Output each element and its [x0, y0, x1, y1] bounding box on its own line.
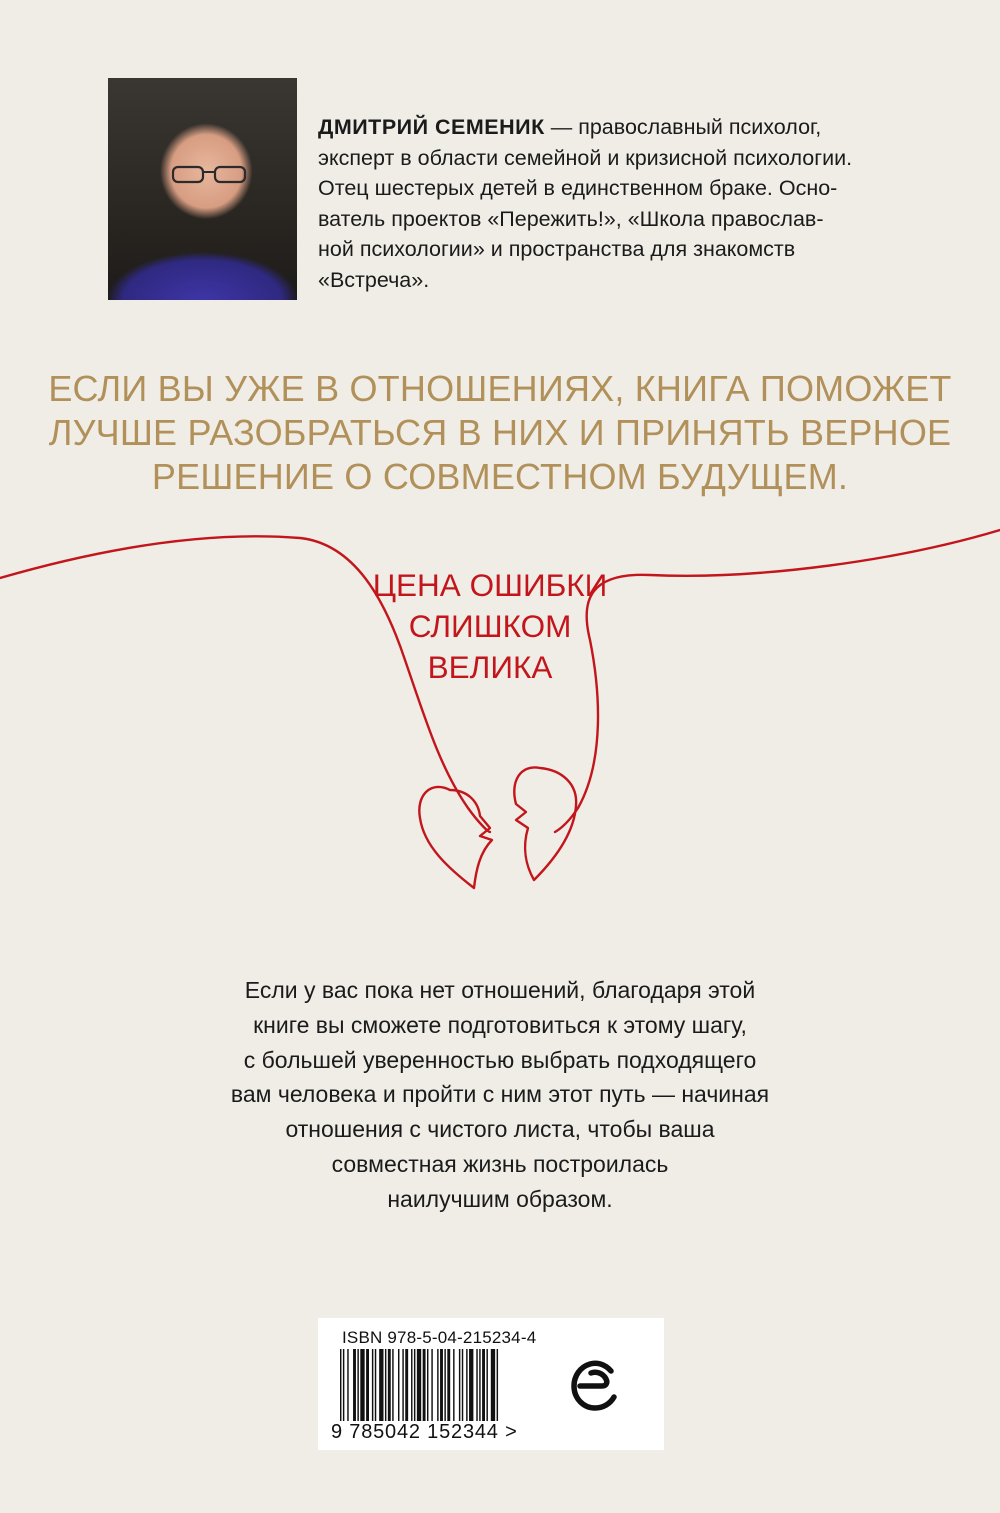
- price-line-3: ВЕЛИКА: [427, 649, 553, 685]
- barcode-bar: [491, 1349, 495, 1421]
- barcode-bar: [447, 1349, 450, 1421]
- barcode-bar: [417, 1349, 421, 1421]
- barcode-bar: [343, 1349, 344, 1421]
- barcode-bar: [405, 1349, 408, 1421]
- barcode-bar: [353, 1349, 356, 1421]
- barcode-bar: [340, 1349, 341, 1421]
- bio-line-2: эксперт в области семейной и кризисной психологии.: [318, 145, 853, 170]
- barcode-bar: [360, 1349, 364, 1421]
- eksmo-logo-icon: [570, 1359, 620, 1413]
- barcode-bar: [388, 1349, 391, 1421]
- barcode-bar: [459, 1349, 460, 1421]
- lead-line-3: РЕШЕНИЕ О СОВМЕСТНОМ БУДУЩЕМ.: [151, 456, 849, 497]
- body-line-3: с большей уверенностью выбрать подходящего: [243, 1046, 757, 1073]
- author-name: ДМИТРИЙ СЕМЕНИК: [318, 115, 545, 139]
- barcode-bar: [398, 1349, 399, 1421]
- body-line-7: наилучшим образом.: [387, 1185, 613, 1212]
- body-line-1: Если у вас пока нет отношений, благодаря этой: [244, 977, 756, 1003]
- price-line-2: СЛИШКОМ: [408, 608, 572, 644]
- barcode-icon: [340, 1349, 560, 1421]
- lead-line-2: ЛУЧШЕ РАЗОБРАТЬСЯ В НИХ И ПРИНЯТЬ ВЕРНОЕ: [48, 412, 952, 453]
- barcode-digits: 9 785042 152344 >: [331, 1421, 518, 1443]
- barcode-bar: [482, 1349, 485, 1421]
- author-bio: [318, 112, 948, 295]
- barcode-bar: [476, 1349, 477, 1421]
- isbn-label: ISBN 978-5-04-215234-4: [342, 1328, 537, 1347]
- barcode-bar: [466, 1349, 467, 1421]
- barcode-bar: [375, 1349, 376, 1421]
- body-line-6: совместная жизнь построилась: [331, 1150, 669, 1177]
- lead-line-1: ЕСЛИ ВЫ УЖЕ В ОТНОШЕНИЯХ, КНИГА ПОМОЖЕТ: [48, 368, 952, 409]
- price-of-mistake: [300, 565, 680, 688]
- barcode-bar: [444, 1349, 445, 1421]
- lead-quote: [40, 367, 960, 499]
- barcode-bar: [486, 1349, 487, 1421]
- barcode-bar: [411, 1349, 412, 1421]
- barcode-bar: [497, 1349, 498, 1421]
- barcode-bar: [462, 1349, 463, 1421]
- barcode-bar: [379, 1349, 383, 1421]
- barcode-bar: [414, 1349, 415, 1421]
- barcode-bar: [372, 1349, 373, 1421]
- body-line-5: отношения с чистого листа, чтобы ваша: [285, 1116, 715, 1143]
- barcode-bar: [469, 1349, 473, 1421]
- barcode-bar: [453, 1349, 454, 1421]
- barcode-bar: [479, 1349, 480, 1421]
- barcode-bar: [357, 1349, 358, 1421]
- body-line-4: вам человека и пройти с ним этот путь — начиная: [230, 1081, 770, 1108]
- bio-line-6: «Встреча».: [318, 267, 430, 292]
- barcode-bar: [437, 1349, 438, 1421]
- barcode-bar: [392, 1349, 393, 1421]
- bio-line-5: ной психологии» и пространства для знакомств: [318, 237, 796, 261]
- barcode-bar: [366, 1349, 369, 1421]
- body-paragraph: [100, 973, 900, 1217]
- price-line-1: ЦЕНА ОШИБКИ: [372, 567, 608, 603]
- barcode-bar: [402, 1349, 403, 1421]
- barcode-bar: [440, 1349, 443, 1421]
- bio-line-1: — православный психолог,: [544, 115, 822, 139]
- barcode-bar: [347, 1349, 348, 1421]
- barcode-bar: [423, 1349, 426, 1421]
- body-line-2: книге вы сможете подготовиться к этому шагу,: [253, 1011, 747, 1038]
- barcode-bar: [427, 1349, 428, 1421]
- bio-line-3: Отец шестерых детей в единственном браке. Осно-: [318, 176, 838, 200]
- glasses-icon: [171, 164, 247, 184]
- bio-line-4: ватель проектов «Пережить!», «Школа православ-: [318, 206, 824, 231]
- barcode-bar: [431, 1349, 432, 1421]
- author-photo: [108, 78, 297, 300]
- barcode-bar: [385, 1349, 386, 1421]
